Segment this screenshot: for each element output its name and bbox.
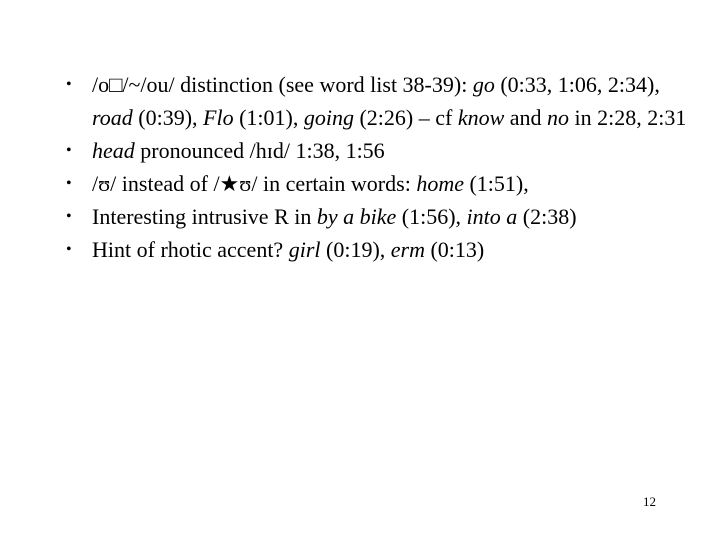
italic-example-word: know	[457, 105, 505, 130]
bullet-item	[62, 233, 702, 266]
italic-example-word: no	[547, 105, 570, 130]
bullet-dot-icon: •	[66, 241, 72, 258]
bullet-dot-icon: •	[66, 208, 72, 225]
bullet-text: (0:33, 1:06, 2:34),	[494, 72, 660, 97]
bullet-item	[62, 68, 702, 134]
bullet-text: (2:26) – cf	[353, 105, 458, 130]
italic-example-word: head	[92, 138, 135, 163]
bullet-text: (1:01),	[233, 105, 304, 130]
bullet-text: /ʊ/ instead of /★ʊ/ in certain words:	[92, 171, 417, 196]
bullet-text: (2:38)	[517, 204, 577, 229]
bullet-text: Hint of rhotic accent?	[92, 237, 289, 262]
bullet-item	[62, 167, 702, 200]
bullet-dot-icon: •	[66, 76, 72, 93]
bullet-text: Interesting intrusive R in	[92, 204, 317, 229]
bullet-text: (0:39),	[132, 105, 204, 130]
italic-example-word: Flo	[203, 105, 234, 130]
bullet-item	[62, 134, 702, 167]
bullet-text: (1:51),	[463, 171, 529, 196]
bullet-list	[62, 68, 702, 266]
italic-example-word: home	[416, 171, 464, 196]
bullet-item	[62, 200, 702, 233]
italic-example-word: girl	[288, 237, 321, 262]
italic-example-word: by a bike	[316, 204, 397, 229]
italic-example-word: road	[92, 105, 133, 130]
bullet-text: in 2:28, 2:31	[569, 105, 687, 130]
italic-example-word: go	[472, 72, 495, 97]
italic-example-word: going	[303, 105, 354, 130]
page-number: 12	[643, 494, 656, 509]
bullet-text: /o□/~/ou/ distinction (see word list 38-39):	[92, 72, 473, 97]
bullet-text: (0:13)	[424, 237, 485, 262]
bullet-dot-icon: •	[66, 142, 72, 159]
bullet-text: pronounced /hɪd/ 1:38, 1:56	[134, 138, 385, 163]
italic-example-word: into a	[466, 204, 518, 229]
bullet-text: and	[504, 105, 548, 130]
italic-example-word: erm	[390, 237, 425, 262]
bullet-text: (0:19),	[320, 237, 391, 262]
bullet-dot-icon: •	[66, 175, 72, 192]
bullet-text: (1:56),	[396, 204, 467, 229]
